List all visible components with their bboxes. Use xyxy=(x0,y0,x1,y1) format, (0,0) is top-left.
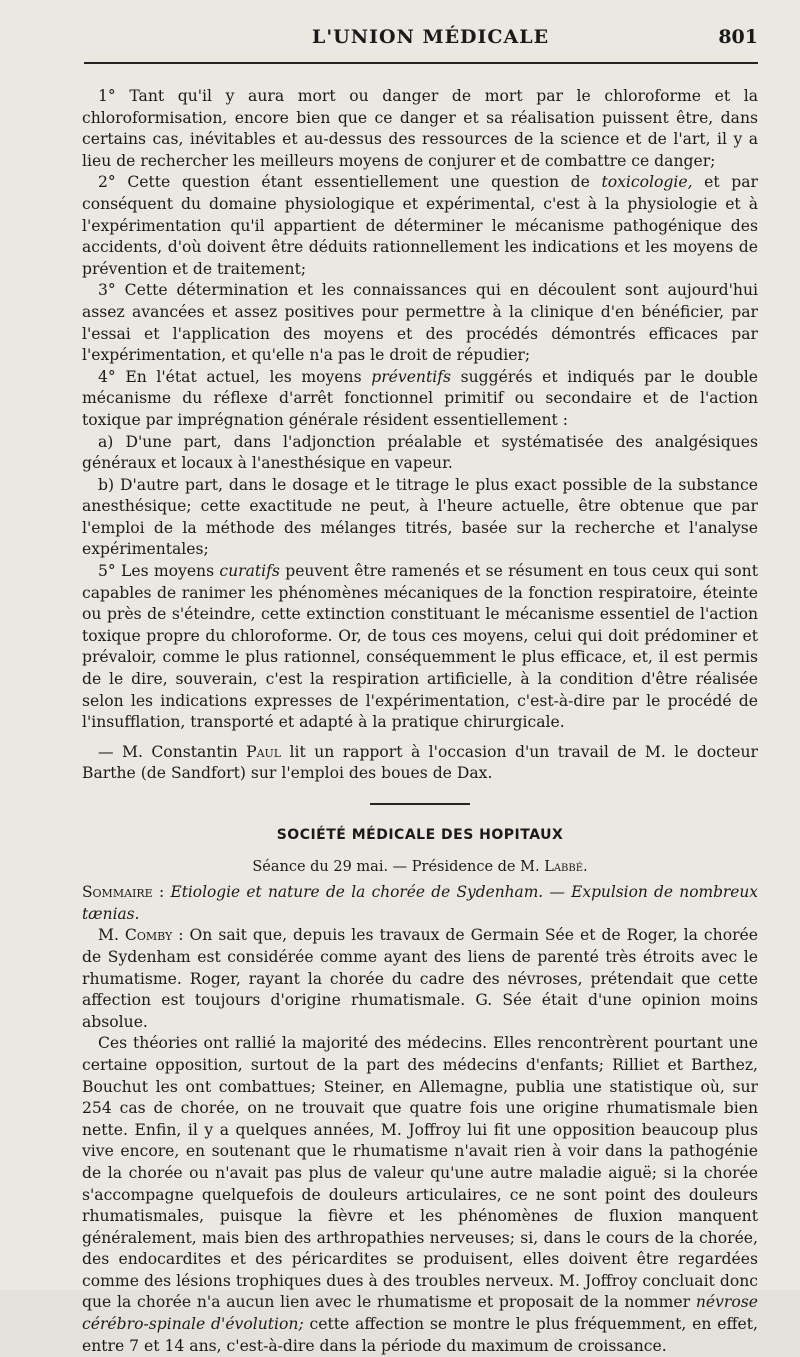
society-heading: SOCIÉTÉ MÉDICALE DES HOPITAUX xyxy=(276,827,564,843)
conclusion-3: 3° Cette détermination et les connaissances qui en découlent sont aujourd'hui assez avancées et assez positives pour permettre à la clinique d'en bénéficier, par l'essai et l'application des moyens et des procédés démontrés efficaces par l'expérimentation, et qu'elle n'a pas le droit de répudier; xyxy=(82,281,758,365)
summary-label: Sommaire xyxy=(82,883,153,902)
journal-title: L'UNION MÉDICALE xyxy=(312,26,550,48)
emphasis-preventifs: préventifs xyxy=(371,367,451,386)
conclusion-4b: b) D'autre part, dans le dosage et le titrage le plus exact possible de la substance anesthésique; cette exactitude ne peut, à l'heure actuelle, être obtenue que par l'emploi de la méthode des mélanges titrés, basée sur la recherche et l'analyse expérimentales; xyxy=(82,475,758,559)
conclusion-5: 5° Les moyens curatifs peuvent être ramenés et se résument en tous ceux qui sont capables de ranimer les phénomènes mécaniques de la fonction respiratoire, éteinte ou près de s'éteindre, cette extinction constituant le mécanisme essentiel de l'action toxique propre du chloroforme. Or, de tous ces moyens, celui qui doit prédominer et prévaloir, comme le plus rationnel, conséquemment le plus efficace, et, il est permis de le dire, souverain, c'est la respiration artificielle, à la condition d'être réalisée selon les indications expresses de l'expérimentation, c'est-à-dire par le procédé de l'insufflation, transporté et adapté à la pratique chirurgicale. xyxy=(82,562,758,732)
president-name: Labbé xyxy=(544,858,584,875)
author-name-paul: Paul xyxy=(246,742,282,761)
conclusion-4: 4° En l'état actuel, les moyens préventifs suggérés et indiqués par le double mécanisme du réflexe d'arrêt fonctionnel primitif ou secondaire et de l'action toxique par imprégnation générale résident essentiellement : xyxy=(82,367,758,429)
conclusion-2: 2° Cette question étant essentiellement une question de toxicologie, et par conséquent du domaine physiologique et expérimental, c'est à la physiologie et à l'expérimentation qu'il appartient de déterminer le mécanisme pathogénique des accidents, d'où doivent être déduits rationnellement les indications et les moyens de prévention et de traitement; xyxy=(82,173,758,278)
header-rule xyxy=(84,62,758,64)
comby-paragraph-2: Ces théories ont rallié la majorité des médecins. Elles rencontrèrent pourtant une certaine opposition, surtout de la part des médecins d'enfants; Rilliet et Barthez, Bouchut les ont combattues; Steiner, en Allemagne, publia une statistique où, sur 254 cas de chorée, on ne trouvait que quatre fois une origine rhumatismale bien nette. Enfin, il y a quelques années, M. Joffroy lui fit une opposition beaucoup plus vive encore, en soutenant que le rhumatisme n'avait rien à voir dans la pathogénie de la chorée ou n'avait pas plus de valeur qu'une autre maladie aiguë; si la chorée s'accompagne quelquefois de douleurs articulaires, ce ne sont point des douleurs rhumatismales, puisque la fièvre et les phénomènes de fluxion manquent généralement, mais bien des arthropathies nerveuses; si, dans le cours de la chorée, des endocardites et des péricardites se produisent, elles doivent être regardées comme des lésions trophiques dues à des troubles nerveux. M. Joffroy concluait donc que la chorée n'a aucun lien avec le rhumatisme et proposait de la nommer névrose cérébro-spinale d'évolution; cette affection se montre le plus fréquemment, en effet, entre 7 et 14 ans, c'est-à-dire dans la période du maximum de croissance. xyxy=(82,1034,758,1355)
emphasis-toxicologie: toxicologie, xyxy=(601,173,693,192)
comby-paragraph-1: M. Comby : On sait que, depuis les travaux de Germain Sée et de Roger, la chorée de Sydenham est considérée comme ayant des liens de parenté très étroits avec le rhumatisme. Roger, rayant la chorée du cadre des névroses, prétendait que cette affection est toujours d'origine rhumatismale. G. Sée était d'une opinion moins absolue. xyxy=(82,926,758,1031)
paul-report-paragraph: — M. Constantin Paul lit un rapport à l'occasion d'un travail de M. le docteur Barthe (de Sandfort) sur l'emploi des boues de Dax. xyxy=(82,742,758,783)
article-body xyxy=(82,86,758,1357)
author-name-comby: Comby xyxy=(124,926,173,945)
running-head xyxy=(82,18,758,58)
summary-line: Sommaire : Etiologie et nature de la chorée de Sydenham. — Expulsion de nombreux tænias. xyxy=(82,883,758,923)
emphasis-nevrose: névrose cérébro-spinale d'évolution; xyxy=(82,1293,758,1334)
section-divider xyxy=(370,803,470,805)
spacer xyxy=(82,734,758,742)
session-line: Séance du 29 mai. — Présidence de M. Labbé. xyxy=(252,858,588,875)
conclusion-1: 1° Tant qu'il y aura mort ou danger de mort par le chloroforme et la chloroformisation, encore bien que ce danger et sa réalisation puissent être, dans certains cas, inévitables et au-dessus des ressources de la science et de l'art, il y a lieu de rechercher les meilleurs moyens de conjurer et de combattre ce danger; xyxy=(82,87,758,170)
conclusion-4a: a) D'une part, dans l'adjonction préalable et systématisée des analgésiques généraux et locaux à l'anesthésique en vapeur. xyxy=(82,432,758,473)
emphasis-curatifs: curatifs xyxy=(219,562,280,581)
summary-text: Etiologie et nature de la chorée de Sydenham. — Expulsion de nombreux tænias. xyxy=(82,883,758,923)
page-number: 801 xyxy=(718,26,758,48)
